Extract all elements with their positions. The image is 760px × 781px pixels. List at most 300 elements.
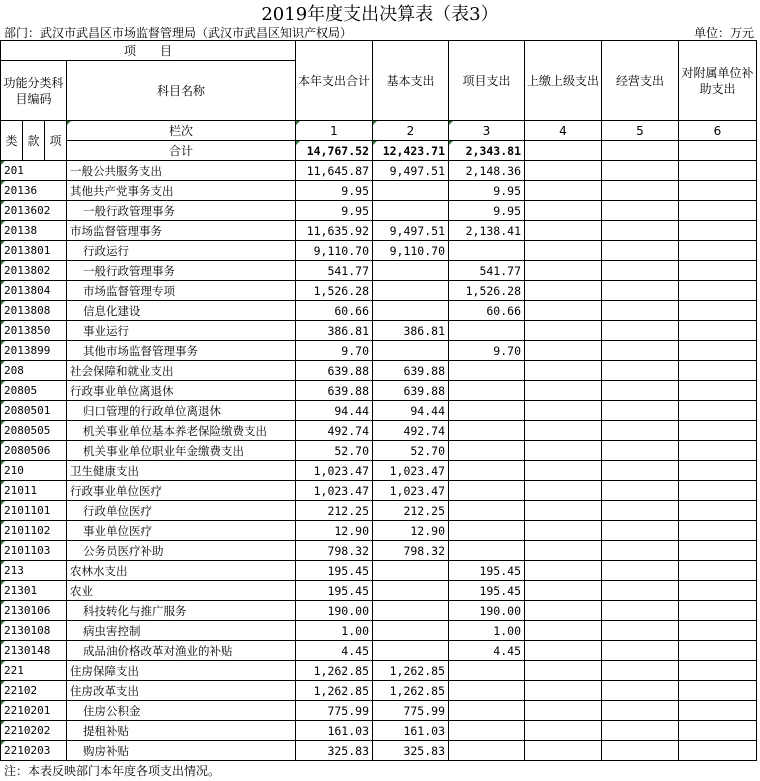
table-row	[1, 541, 757, 561]
row-project: 190.00	[449, 601, 525, 621]
row-upper	[525, 461, 602, 481]
row-basic: 386.81	[373, 321, 449, 341]
row-code: 2013808	[1, 301, 67, 321]
row-subject-name: 机关事业单位基本养老保险缴费支出	[67, 421, 296, 441]
table-row	[1, 461, 757, 481]
row-business	[602, 741, 679, 761]
row-subsidy	[679, 201, 757, 221]
row-total: 798.32	[296, 541, 373, 561]
row-project	[449, 401, 525, 421]
row-total: 639.88	[296, 361, 373, 381]
row-subsidy	[679, 441, 757, 461]
row-basic	[373, 201, 449, 221]
row-basic: 9,497.51	[373, 161, 449, 181]
row-project	[449, 661, 525, 681]
row-basic: 325.83	[373, 741, 449, 761]
row-project	[449, 321, 525, 341]
total-row-business	[602, 141, 679, 161]
row-subject-name: 行政事业单位医疗	[67, 481, 296, 501]
row-subject-name: 一般公共服务支出	[67, 161, 296, 181]
col-num-1: 1	[296, 121, 373, 141]
row-subject-name: 住房改革支出	[67, 681, 296, 701]
row-subsidy	[679, 161, 757, 181]
row-subject-name: 市场监督管理专项	[67, 281, 296, 301]
row-code: 22102	[1, 681, 67, 701]
row-subsidy	[679, 181, 757, 201]
row-project	[449, 381, 525, 401]
row-subject-name: 病虫害控制	[67, 621, 296, 641]
row-subsidy	[679, 261, 757, 281]
row-upper	[525, 421, 602, 441]
row-code: 2080506	[1, 441, 67, 461]
row-business	[602, 561, 679, 581]
row-business	[602, 641, 679, 661]
row-subsidy	[679, 301, 757, 321]
row-total: 12.90	[296, 521, 373, 541]
row-subsidy	[679, 561, 757, 581]
table-row	[1, 261, 757, 281]
row-upper	[525, 501, 602, 521]
row-total: 52.70	[296, 441, 373, 461]
row-basic	[373, 341, 449, 361]
row-subject-name: 公务员医疗补助	[67, 541, 296, 561]
row-subsidy	[679, 641, 757, 661]
row-subject-name: 一般行政管理事务	[67, 261, 296, 281]
row-subsidy	[679, 241, 757, 261]
row-total: 1,023.47	[296, 481, 373, 501]
row-code: 213	[1, 561, 67, 581]
xiang-header: 项	[45, 121, 67, 161]
row-basic: 775.99	[373, 701, 449, 721]
row-basic: 798.32	[373, 541, 449, 561]
row-total: 775.99	[296, 701, 373, 721]
row-subsidy	[679, 521, 757, 541]
row-upper	[525, 261, 602, 281]
row-subsidy	[679, 621, 757, 641]
row-business	[602, 401, 679, 421]
table-row	[1, 661, 757, 681]
row-basic: 1,262.85	[373, 661, 449, 681]
row-total: 9.95	[296, 201, 373, 221]
row-upper	[525, 701, 602, 721]
row-upper	[525, 601, 602, 621]
row-upper	[525, 541, 602, 561]
table-row	[1, 361, 757, 381]
row-project	[449, 681, 525, 701]
row-total: 492.74	[296, 421, 373, 441]
row-total: 9.70	[296, 341, 373, 361]
row-subsidy	[679, 741, 757, 761]
row-basic	[373, 281, 449, 301]
row-subject-name: 一般行政管理事务	[67, 201, 296, 221]
row-basic: 639.88	[373, 361, 449, 381]
row-business	[602, 601, 679, 621]
row-project	[449, 361, 525, 381]
table-row	[1, 701, 757, 721]
row-basic: 1,023.47	[373, 461, 449, 481]
row-business	[602, 421, 679, 441]
row-code: 20136	[1, 181, 67, 201]
table-row	[1, 381, 757, 401]
row-upper	[525, 741, 602, 761]
row-upper	[525, 181, 602, 201]
row-basic: 492.74	[373, 421, 449, 441]
row-upper	[525, 721, 602, 741]
row-subject-name: 其他共产党事务支出	[67, 181, 296, 201]
row-code: 20805	[1, 381, 67, 401]
row-project: 9.95	[449, 201, 525, 221]
row-basic: 212.25	[373, 501, 449, 521]
row-total: 1,262.85	[296, 681, 373, 701]
row-subject-name: 农林水支出	[67, 561, 296, 581]
row-business	[602, 321, 679, 341]
row-subject-name: 机关事业单位职业年金缴费支出	[67, 441, 296, 461]
row-business	[602, 701, 679, 721]
row-code: 221	[1, 661, 67, 681]
row-upper	[525, 521, 602, 541]
row-code: 21301	[1, 581, 67, 601]
row-code: 2210201	[1, 701, 67, 721]
row-upper	[525, 581, 602, 601]
row-subject-name: 行政运行	[67, 241, 296, 261]
row-subsidy	[679, 281, 757, 301]
row-upper	[525, 661, 602, 681]
row-upper	[525, 561, 602, 581]
row-code: 2130148	[1, 641, 67, 661]
table-row	[1, 501, 757, 521]
row-project: 1,526.28	[449, 281, 525, 301]
row-upper	[525, 481, 602, 501]
row-business	[602, 301, 679, 321]
table-row	[1, 301, 757, 321]
row-business	[602, 581, 679, 601]
row-code: 20138	[1, 221, 67, 241]
row-business	[602, 181, 679, 201]
row-upper	[525, 341, 602, 361]
row-upper	[525, 401, 602, 421]
table-row	[1, 721, 757, 741]
kuan-header: 款	[23, 121, 45, 161]
total-row-upper	[525, 141, 602, 161]
row-total: 325.83	[296, 741, 373, 761]
row-business	[602, 361, 679, 381]
row-subject-name: 信息化建设	[67, 301, 296, 321]
table-row	[1, 201, 757, 221]
row-subsidy	[679, 401, 757, 421]
row-subsidy	[679, 221, 757, 241]
row-project	[449, 541, 525, 561]
row-business	[602, 501, 679, 521]
row-project	[449, 501, 525, 521]
row-subject-name: 社会保障和就业支出	[67, 361, 296, 381]
row-basic: 9,497.51	[373, 221, 449, 241]
total-row-project: 2,343.81	[449, 141, 525, 161]
row-subject-name: 住房公积金	[67, 701, 296, 721]
row-project	[449, 421, 525, 441]
row-business	[602, 221, 679, 241]
table-row	[1, 641, 757, 661]
item-header: 项 目	[1, 41, 296, 61]
row-project	[449, 721, 525, 741]
row-basic: 161.03	[373, 721, 449, 741]
row-project: 1.00	[449, 621, 525, 641]
row-subsidy	[679, 681, 757, 701]
row-code: 2080505	[1, 421, 67, 441]
row-upper	[525, 381, 602, 401]
row-subsidy	[679, 501, 757, 521]
row-basic: 1,262.85	[373, 681, 449, 701]
row-business	[602, 281, 679, 301]
table-row	[1, 401, 757, 421]
row-subsidy	[679, 421, 757, 441]
col-num-2: 2	[373, 121, 449, 141]
row-project	[449, 461, 525, 481]
table-row	[1, 221, 757, 241]
row-business	[602, 681, 679, 701]
row-subject-name: 其他市场监督管理事务	[67, 341, 296, 361]
row-business	[602, 521, 679, 541]
total-row-basic: 12,423.71	[373, 141, 449, 161]
row-basic	[373, 181, 449, 201]
row-total: 1,023.47	[296, 461, 373, 481]
row-subject-name: 事业运行	[67, 321, 296, 341]
row-basic	[373, 601, 449, 621]
row-subsidy	[679, 341, 757, 361]
row-upper	[525, 281, 602, 301]
col-num-6: 6	[679, 121, 757, 141]
footnote: 注：本表反映部门本年度各项支出情况。	[4, 764, 221, 778]
row-business	[602, 621, 679, 641]
row-code: 2130106	[1, 601, 67, 621]
row-code: 210	[1, 461, 67, 481]
row-business	[602, 541, 679, 561]
row-code: 2013850	[1, 321, 67, 341]
row-upper	[525, 221, 602, 241]
row-total: 1,262.85	[296, 661, 373, 681]
row-upper	[525, 681, 602, 701]
row-basic	[373, 301, 449, 321]
row-code: 2101102	[1, 521, 67, 541]
table-row	[1, 321, 757, 341]
row-business	[602, 461, 679, 481]
table-row	[1, 441, 757, 461]
row-code: 2013802	[1, 261, 67, 281]
row-upper	[525, 441, 602, 461]
row-project: 9.70	[449, 341, 525, 361]
row-business	[602, 381, 679, 401]
table-row	[1, 621, 757, 641]
row-upper	[525, 641, 602, 661]
row-project	[449, 701, 525, 721]
row-upper	[525, 361, 602, 381]
row-basic	[373, 561, 449, 581]
table-row	[1, 521, 757, 541]
row-project: 541.77	[449, 261, 525, 281]
row-upper	[525, 201, 602, 221]
row-total: 11,635.92	[296, 221, 373, 241]
row-project: 9.95	[449, 181, 525, 201]
row-basic: 52.70	[373, 441, 449, 461]
row-project: 195.45	[449, 561, 525, 581]
table-row	[1, 161, 757, 181]
row-subject-name: 住房保障支出	[67, 661, 296, 681]
row-total: 11,645.87	[296, 161, 373, 181]
col-header-project: 项目支出	[449, 41, 525, 121]
row-project: 4.45	[449, 641, 525, 661]
row-project	[449, 741, 525, 761]
col-num-5: 5	[602, 121, 679, 141]
col-header-basic: 基本支出	[373, 41, 449, 121]
row-subsidy	[679, 321, 757, 341]
row-basic	[373, 261, 449, 281]
table-row	[1, 281, 757, 301]
row-code: 2101103	[1, 541, 67, 561]
row-project: 195.45	[449, 581, 525, 601]
row-code: 2130108	[1, 621, 67, 641]
row-total: 9.95	[296, 181, 373, 201]
row-basic	[373, 581, 449, 601]
row-subsidy	[679, 581, 757, 601]
table-row	[1, 601, 757, 621]
row-basic: 1,023.47	[373, 481, 449, 501]
row-code: 2013602	[1, 201, 67, 221]
row-subsidy	[679, 461, 757, 481]
row-total: 1,526.28	[296, 281, 373, 301]
page-title: 2019年度支出决算表（表3）	[261, 4, 499, 25]
row-subject-name: 科技转化与推广服务	[67, 601, 296, 621]
row-code: 2013899	[1, 341, 67, 361]
row-code: 21011	[1, 481, 67, 501]
row-total: 386.81	[296, 321, 373, 341]
unit-label: 单位：万元	[693, 26, 754, 40]
subject-name-header: 科目名称	[67, 61, 296, 121]
row-total: 212.25	[296, 501, 373, 521]
row-business	[602, 441, 679, 461]
table-row	[1, 341, 757, 361]
row-total: 9,110.70	[296, 241, 373, 261]
row-basic	[373, 641, 449, 661]
col-header-subsidy: 对附属单位补助支出	[679, 41, 757, 121]
row-total: 195.45	[296, 561, 373, 581]
col-header-total: 本年支出合计	[296, 41, 373, 121]
row-business	[602, 261, 679, 281]
row-total: 4.45	[296, 641, 373, 661]
row-subsidy	[679, 381, 757, 401]
col-header-upper: 上缴上级支出	[525, 41, 602, 121]
total-row-label: 合计	[67, 141, 296, 161]
row-subject-name: 事业单位医疗	[67, 521, 296, 541]
row-subject-name: 卫生健康支出	[67, 461, 296, 481]
row-subject-name: 提租补贴	[67, 721, 296, 741]
row-business	[602, 481, 679, 501]
row-subject-name: 成品油价格改革对渔业的补贴	[67, 641, 296, 661]
row-upper	[525, 301, 602, 321]
table-row	[1, 681, 757, 701]
row-total: 1.00	[296, 621, 373, 641]
row-project	[449, 241, 525, 261]
row-code: 208	[1, 361, 67, 381]
row-total: 161.03	[296, 721, 373, 741]
row-subsidy	[679, 541, 757, 561]
row-total: 94.44	[296, 401, 373, 421]
row-code: 2210203	[1, 741, 67, 761]
row-upper	[525, 161, 602, 181]
row-subsidy	[679, 601, 757, 621]
lei-header: 类	[1, 121, 23, 161]
row-project	[449, 481, 525, 501]
row-project: 60.66	[449, 301, 525, 321]
row-project: 2,148.36	[449, 161, 525, 181]
col-header-business: 经营支出	[602, 41, 679, 121]
table-row	[1, 581, 757, 601]
row-business	[602, 721, 679, 741]
col-num-3: 3	[449, 121, 525, 141]
table-row	[1, 181, 757, 201]
row-subject-name: 行政单位医疗	[67, 501, 296, 521]
row-subsidy	[679, 661, 757, 681]
func-code-header: 功能分类科目编码	[1, 61, 67, 121]
row-business	[602, 661, 679, 681]
col-num-4: 4	[525, 121, 602, 141]
row-code: 2101101	[1, 501, 67, 521]
row-subsidy	[679, 721, 757, 741]
row-subject-name: 市场监督管理事务	[67, 221, 296, 241]
column-number-label: 栏次	[67, 121, 296, 141]
row-total: 639.88	[296, 381, 373, 401]
row-business	[602, 201, 679, 221]
row-subsidy	[679, 361, 757, 381]
row-upper	[525, 241, 602, 261]
row-basic: 9,110.70	[373, 241, 449, 261]
table-row	[1, 241, 757, 261]
row-total: 195.45	[296, 581, 373, 601]
table-row	[1, 561, 757, 581]
row-subject-name: 行政事业单位离退休	[67, 381, 296, 401]
department-label: 部门：武汉市武昌区市场监督管理局（武汉市武昌区知识产权局）	[4, 26, 353, 40]
row-business	[602, 341, 679, 361]
table-row	[1, 421, 757, 441]
row-business	[602, 161, 679, 181]
total-row-total: 14,767.52	[296, 141, 373, 161]
row-total: 541.77	[296, 261, 373, 281]
row-code: 2210202	[1, 721, 67, 741]
row-project	[449, 441, 525, 461]
row-upper	[525, 621, 602, 641]
row-subsidy	[679, 701, 757, 721]
row-subject-name: 购房补贴	[67, 741, 296, 761]
total-row-subsidy	[679, 141, 757, 161]
row-basic: 94.44	[373, 401, 449, 421]
row-business	[602, 241, 679, 261]
row-subsidy	[679, 481, 757, 501]
row-subject-name: 农业	[67, 581, 296, 601]
row-upper	[525, 321, 602, 341]
table-row	[1, 481, 757, 501]
row-code: 2080501	[1, 401, 67, 421]
row-basic: 12.90	[373, 521, 449, 541]
row-total: 190.00	[296, 601, 373, 621]
row-code: 2013804	[1, 281, 67, 301]
row-code: 2013801	[1, 241, 67, 261]
row-basic	[373, 621, 449, 641]
row-project	[449, 521, 525, 541]
row-code: 201	[1, 161, 67, 181]
row-subject-name: 归口管理的行政单位离退休	[67, 401, 296, 421]
table-row	[1, 741, 757, 761]
expenditure-table	[0, 40, 757, 761]
row-total: 60.66	[296, 301, 373, 321]
row-project: 2,138.41	[449, 221, 525, 241]
